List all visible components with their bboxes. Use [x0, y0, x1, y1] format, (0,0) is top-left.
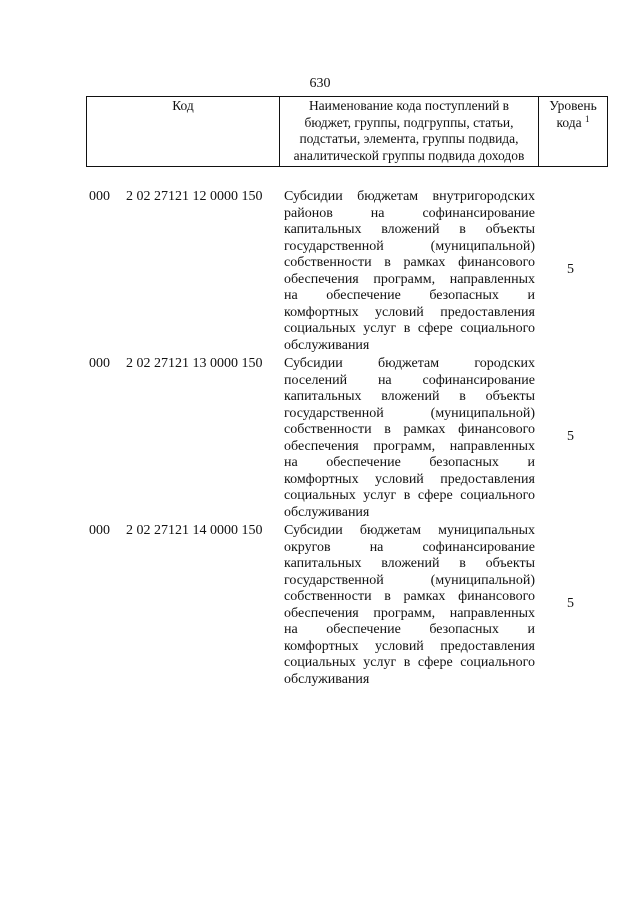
description-line: на обеспечение безопасных и	[284, 455, 535, 470]
income-code: 2 02 27121 13 0000 150	[126, 356, 263, 371]
header-level-line2: кода	[556, 114, 582, 130]
description-line: Субсидии бюджетам внутригородских	[284, 189, 535, 204]
income-description	[284, 189, 535, 354]
admin-code: 000	[89, 356, 110, 371]
description-line: обслуживания	[284, 671, 370, 687]
description-line: на обеспечение безопасных и	[284, 622, 535, 637]
header-name-cell	[280, 97, 539, 167]
income-code: 2 02 27121 12 0000 150	[126, 189, 263, 204]
description-line: государственной (муниципальной)	[284, 572, 535, 588]
description-line: государственной (муниципальной)	[284, 238, 535, 254]
income-code: 2 02 27121 14 0000 150	[126, 523, 263, 538]
header-name-line: аналитической группы подвида доходов	[293, 147, 525, 163]
code-level: 5	[567, 429, 574, 444]
description-line: собственности в рамках финансового	[284, 255, 535, 270]
description-line: Субсидии бюджетам городских	[284, 356, 535, 371]
header-code-cell	[87, 97, 280, 167]
description-line: капитальных вложений в объекты	[284, 222, 535, 237]
income-description	[284, 523, 535, 688]
header-code-label: Код	[172, 98, 194, 113]
header-level-line1: Уровень	[549, 98, 597, 113]
description-line: обеспечения программ, направленных	[284, 438, 535, 454]
table-header	[86, 96, 608, 167]
description-line: собственности в рамках финансового	[284, 422, 535, 437]
description-line: комфортных условий предоставления	[284, 471, 535, 487]
footnote-marker: 1	[584, 113, 590, 124]
page-number: 630	[309, 76, 331, 91]
description-line: обеспечения программ, направленных	[284, 605, 535, 621]
header-level-cell	[539, 97, 608, 167]
description-line: Субсидии бюджетам муниципальных	[284, 523, 535, 538]
description-line: поселений на софинансирование	[284, 372, 535, 388]
description-line: социальных услуг в сфере социального	[284, 655, 535, 670]
description-line: обслуживания	[284, 337, 370, 353]
code-level: 5	[567, 596, 574, 611]
header-name-line: Наименование кода поступлений в	[308, 98, 510, 113]
description-line: обеспечения программ, направленных	[284, 271, 535, 287]
description-line: на обеспечение безопасных и	[284, 288, 535, 303]
income-description	[284, 356, 535, 521]
header-name-line: бюджет, группы, подгруппы, статьи,	[304, 114, 514, 130]
description-line: обслуживания	[284, 504, 370, 520]
description-line: капитальных вложений в объекты	[284, 556, 535, 571]
description-line: комфортных условий предоставления	[284, 304, 535, 320]
description-line: капитальных вложений в объекты	[284, 389, 535, 404]
description-line: государственной (муниципальной)	[284, 405, 535, 421]
code-level: 5	[567, 262, 574, 277]
description-line: округов на софинансирование	[284, 539, 535, 555]
admin-code: 000	[89, 189, 110, 204]
admin-code: 000	[89, 523, 110, 538]
description-line: комфортных условий предоставления	[284, 638, 535, 654]
description-line: социальных услуг в сфере социального	[284, 488, 535, 503]
description-line: собственности в рамках финансового	[284, 589, 535, 604]
description-line: социальных услуг в сфере социального	[284, 321, 535, 336]
description-line: районов на софинансирование	[284, 205, 535, 221]
header-name-line: подстатьи, элемента, группы подвида,	[299, 131, 519, 146]
